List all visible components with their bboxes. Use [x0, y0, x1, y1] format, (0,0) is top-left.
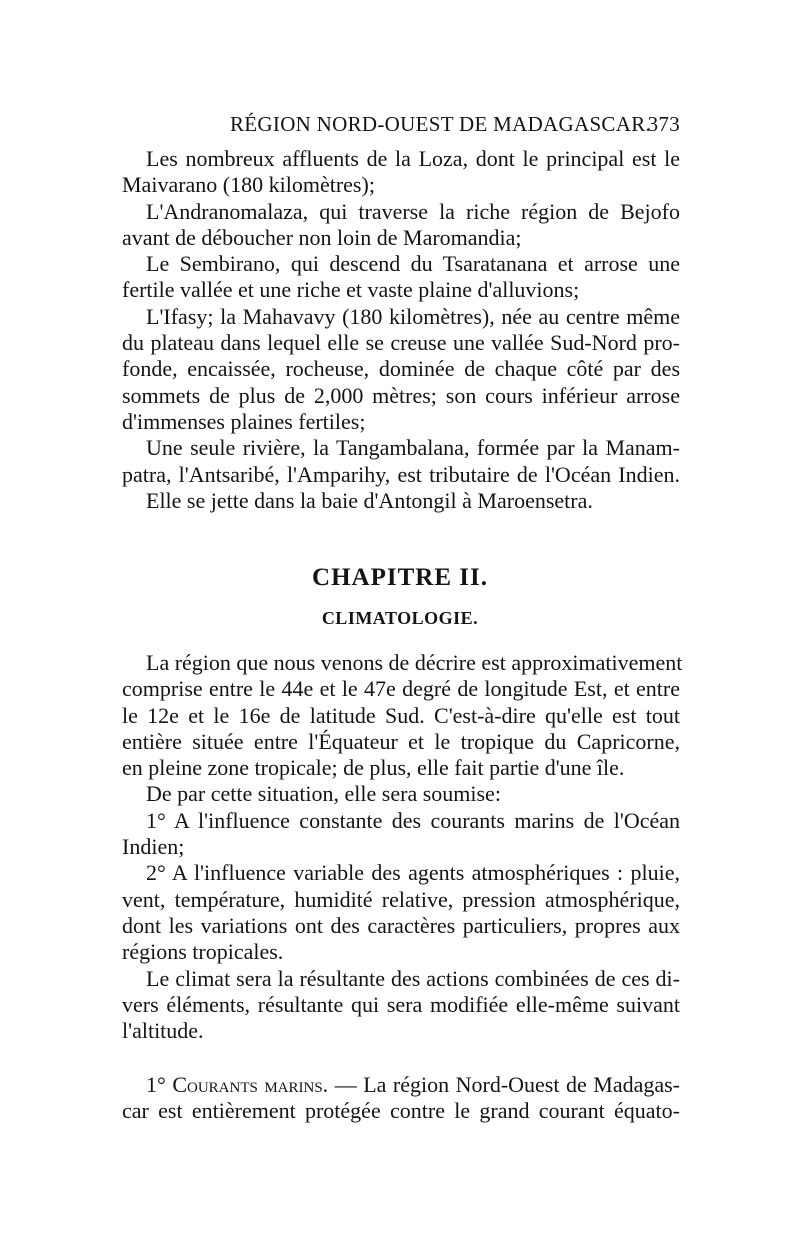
chapter-subtitle: CLIMATOLOGIE.	[321, 608, 479, 628]
section-heading-smallcaps: Courants marins.	[172, 1072, 329, 1097]
text-line: Indien;	[122, 834, 185, 860]
text-line: vers éléments, résultante qui sera modifiée elle-même suivant	[122, 991, 680, 1017]
text-line: Les nombreux affluents de la Loza, dont le principal est le	[146, 146, 680, 171]
text-line: d'immenses plaines fertiles;	[122, 408, 366, 434]
text-line: vent, température, humidité relative, pression atmosphérique,	[122, 886, 680, 912]
text-line: en pleine zone tropicale; de plus, elle fait partie d'une île.	[122, 755, 625, 781]
rivers-paragraph-block	[122, 146, 680, 514]
page-number: 373	[647, 112, 680, 136]
text-line: Le Sembirano, qui descend du Tsaratanana et arrose une	[146, 251, 680, 277]
text-line: La région que nous venons de décrire est approximativement	[146, 650, 683, 675]
text-line: De par cette situation, elle sera soumise:	[146, 781, 501, 807]
text-fragment: — La région Nord-Ouest de Madagas-	[328, 1072, 681, 1097]
text-line: Elle se jette dans la baie d'Antongil à Maroensetra.	[146, 487, 593, 513]
text-line: 1° A l'influence constante des courants marins de l'Océan	[146, 807, 680, 833]
currents-paragraph-block	[122, 1072, 680, 1125]
text-line: patra, l'Antsaribé, l'Amparihy, est tributaire de l'Océan Indien.	[122, 461, 680, 487]
text-line: sommets de plus de 2,000 mètres; son cours inférieur arrose	[122, 382, 680, 408]
running-title: RÉGION NORD-OUEST DE MADAGASCAR.	[230, 112, 652, 136]
text-line: L'Ifasy; la Mahavavy (180 kilomètres), née au centre même	[146, 303, 680, 329]
chapter-title: CHAPITRE II.	[312, 564, 488, 591]
climatology-paragraph-block	[122, 650, 683, 1044]
text-line: fonde, encaissée, rocheuse, dominée de chaque côté par des	[122, 356, 680, 382]
text-line: 2° A l'influence variable des agents atmosphériques : pluie,	[146, 860, 680, 886]
text-line: car est entièrement protégée contre le grand courant équato-	[122, 1098, 680, 1124]
text-line: régions tropicales.	[122, 939, 284, 965]
text-line: entière située entre l'Équateur et le tropique du Capricorne,	[122, 728, 680, 754]
text-line: dont les variations ont des caractères particuliers, propres aux	[122, 912, 680, 938]
text-line: Maivarano (180 kilomètres);	[122, 172, 375, 198]
text-line: Une seule rivière, la Tangambalana, formée par la Manam-	[146, 435, 680, 461]
text-line: avant de déboucher non loin de Maromandia;	[122, 224, 522, 250]
text-line: le 12e et le 16e de latitude Sud. C'est-à-dire qu'elle est tout	[122, 702, 680, 728]
item-number: 1°	[146, 1072, 173, 1097]
text-line: l'altitude.	[122, 1018, 204, 1044]
text-line: fertile vallée et une riche et vaste plaine d'alluvions;	[122, 277, 580, 303]
text-line: du plateau dans lequel elle se creuse une vallée Sud-Nord pro-	[122, 330, 680, 356]
text-line: Le climat sera la résultante des actions combinées de ces di-	[146, 965, 680, 991]
text-line: L'Andranomalaza, qui traverse la riche région de Bejofo	[146, 198, 680, 224]
text-line: comprise entre le 44e et le 47e degré de longitude Est, et entre	[122, 676, 680, 702]
running-header	[122, 112, 680, 144]
text-line	[122, 1072, 680, 1098]
